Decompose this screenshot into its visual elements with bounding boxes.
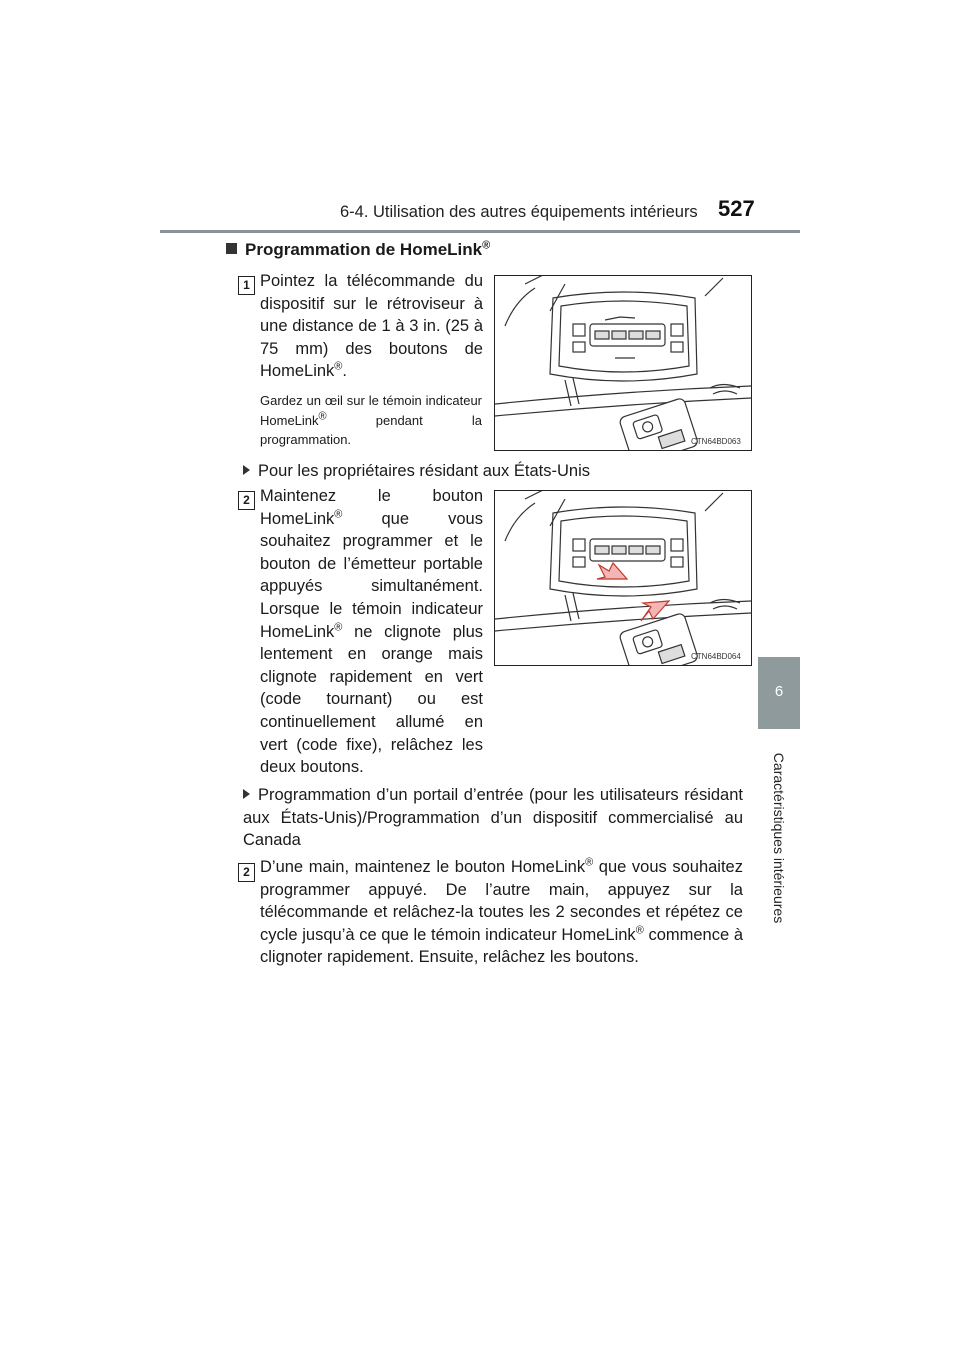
bullet-us-owners-text: Pour les propriétaires résidant aux États-Unis [258, 462, 590, 480]
square-bullet-icon [226, 243, 237, 254]
header-divider [160, 230, 800, 233]
press-arrow-icon [597, 563, 627, 579]
step2a-text [260, 485, 483, 779]
bullet-gate-canada-text: Programmation d’un portail d’entrée (pour les utilisateurs résidant aux États-Unis)/Programmation d’un dispositif commercialisé au Canada [243, 786, 743, 850]
step2a-text-b: que vous souhaitez programmer et le bouton de l’émetteur portable appuyés simultanément. Lorsque le témoin indicateur HomeLink [260, 509, 483, 641]
registered-mark: ® [635, 924, 644, 937]
step1-note [260, 391, 482, 450]
figure-remote-pointing [494, 275, 752, 451]
step2b-text-b: que vous souhaitez programmer appuyé. De l’autre main, appuyez sur la télécommande et relâchez-la toutes les 2 secondes et répétez ce cycle jusqu’à ce que le témoin indicateur HomeLink [260, 858, 743, 944]
step2b-text-c: commence à clignoter rapidement. Ensuite, relâchez les boutons. [260, 925, 743, 967]
registered-mark: ® [482, 239, 491, 252]
section-heading [226, 240, 490, 260]
page-number: 527 [718, 196, 755, 221]
triangle-bullet-icon [243, 789, 250, 799]
chapter-side-label: Caractéristiques intérieures [771, 752, 787, 924]
figure-press-buttons [494, 490, 752, 666]
bullet-gate-canada [243, 784, 743, 852]
registered-mark: ® [334, 508, 343, 521]
triangle-bullet-icon [243, 465, 250, 475]
step1-text-main: Pointez la télécommande du dispositif sur le rétroviseur à une distance de 1 à 3 in. (25 à 75 mm) des boutons de HomeLink [260, 272, 483, 381]
step2a-text-a: Maintenez le bouton HomeLink [260, 487, 483, 528]
section-heading-text: Programmation de HomeLink [245, 240, 483, 259]
step2b-text-a: D’une main, maintenez le bouton HomeLink [260, 858, 586, 876]
chapter-side-label-container [758, 732, 800, 944]
step1-note-a: Gardez un œil sur le témoin indicateur HomeLink [260, 393, 482, 428]
chapter-tab [758, 657, 800, 729]
step-number-2b: 2 [238, 863, 255, 882]
chapter-tab-number: 6 [774, 683, 784, 700]
figure-code: CTN64BD064 [691, 652, 741, 661]
bullet-us-owners [243, 460, 590, 483]
step1-text [260, 270, 483, 383]
step1-note-b: pendant la programmation. [260, 412, 482, 447]
registered-mark: ® [334, 360, 343, 373]
step2a-text-c: ne clignote plus lentement en orange mais clignote rapidement en vert (code tournant) ou est continuellement allumé en vert (code fixe), relâchez les deux boutons. [260, 622, 483, 777]
step-number-1: 1 [238, 276, 255, 295]
registered-mark: ® [334, 621, 343, 634]
illustration-console-with-arrows [495, 491, 751, 665]
step2b-text [260, 856, 743, 969]
figure-code: CTN64BD063 [691, 437, 741, 446]
registered-mark: ® [585, 856, 594, 869]
chapter-title: 6-4. Utilisation des autres équipements intérieurs [340, 203, 698, 221]
registered-mark: ® [318, 410, 327, 423]
step-number-2: 2 [238, 491, 255, 510]
illustration-overhead-console [495, 276, 751, 450]
step1-text-end: . [342, 362, 347, 381]
